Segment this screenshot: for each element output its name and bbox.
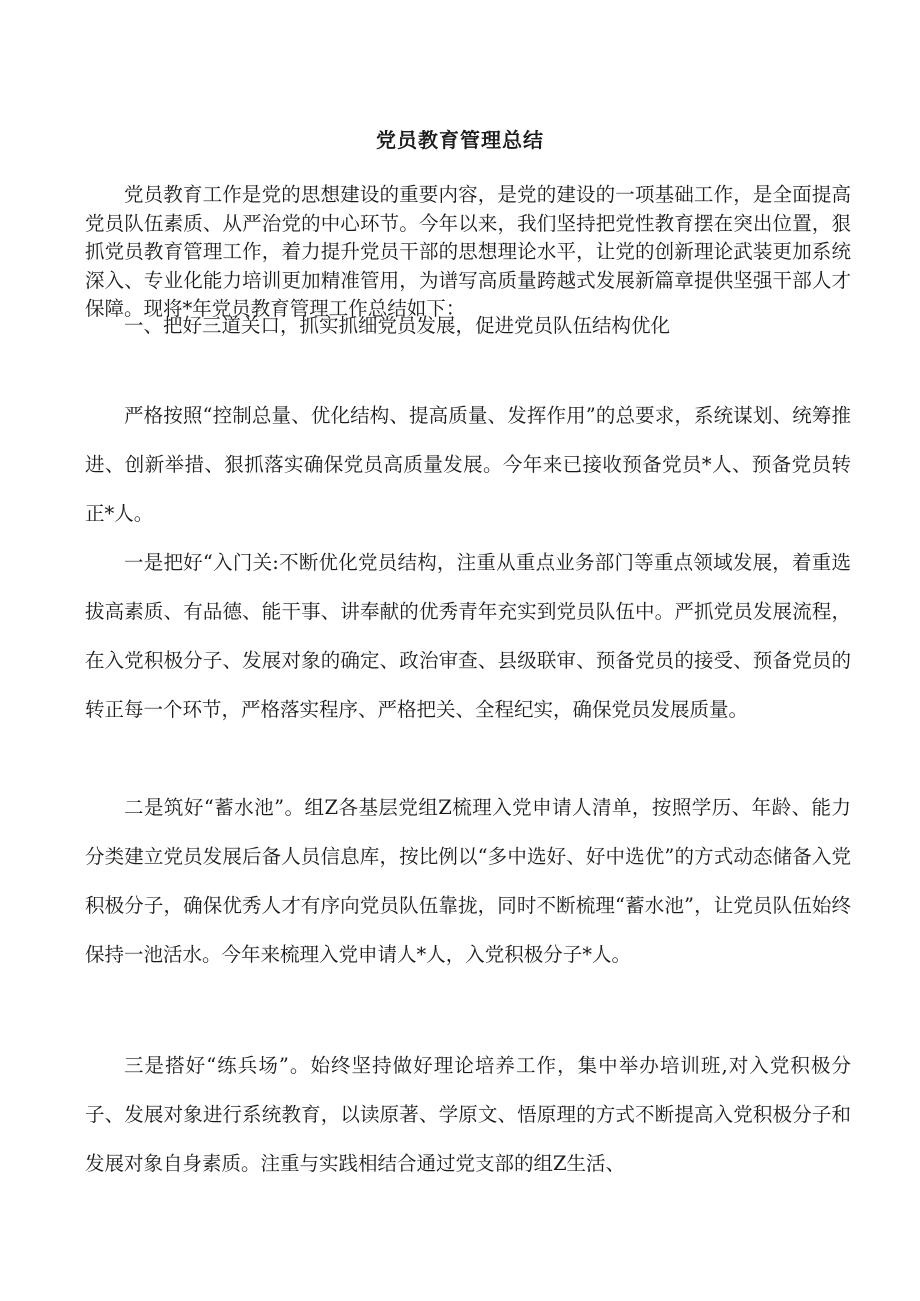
body-paragraph-reservoir: 二是筑好“蓄水池”。组Z各基层党组Z梳理入党申请人清单，按照学历、年龄、能力分类建立党员发展后备人员信息库，按比例以“多中选好、好中选优”的方式动态储备入党积极分子，确保优秀人才有序向党员队伍靠拢，同时不断梳理“蓄水池”，让党员队伍始终保持一池活水。今年来梳理入党申请人*人，入党积极分子*人。 [85,796,851,966]
intro-paragraph: 党员教育工作是党的思想建设的重要内容，是党的建设的一项基础工作，是全面提高党员队伍素质、从严治党的中心环节。今年以来，我们坚持把党性教育摆在突出位置，狠抓党员教育管理工作，着力提升党员干部的思想理论水平，让党的创新理论武装更加系统深入、专业化能力培训更加精准管用，为谱写高质量跨越式发展新篇章提供坚强干部人才保障。现将*年党员教育管理工作总结如下： [85,183,851,320]
document-title: 党员教育管理总结 [376,128,544,152]
body-paragraph-entry-gate: 一是把好“入门关:不断优化党员结构，注重从重点业务部门等重点领域发展，着重选拔高素质、有品德、能干事、讲奉献的优秀青年充实到党员队伍中。严抓党员发展流程，在入党积极分子、发展对象的确定、政治审查、县级联审、预备党员的接受、预备党员的转正每一个环节，严格落实程序、严格把关、全程纪实，确保党员发展质量。 [85,551,851,721]
body-paragraph-training-ground: 三是搭好“练兵场”。始终坚持做好理论培养工作，集中举办培训班,对入党积极分子、发展对象进行系统教育，以读原著、学原文、悟原理的方式不断提高入党积极分子和发展对象自身素质。注重与实践相结合通过党支部的组Z生活、 [85,1054,851,1175]
section-heading-1: 一、把好三道关口，抓实抓细党员发展，促进党员队伍结构优化 [124,314,671,337]
body-paragraph-requirements: 严格按照“控制总量、优化结构、提高质量、发挥作用”的总要求，系统谋划、统筹推进、创新举措、狠抓落实确保党员高质量发展。今年来已接收预备党员*人、预备党员转正*人。 [85,404,851,525]
